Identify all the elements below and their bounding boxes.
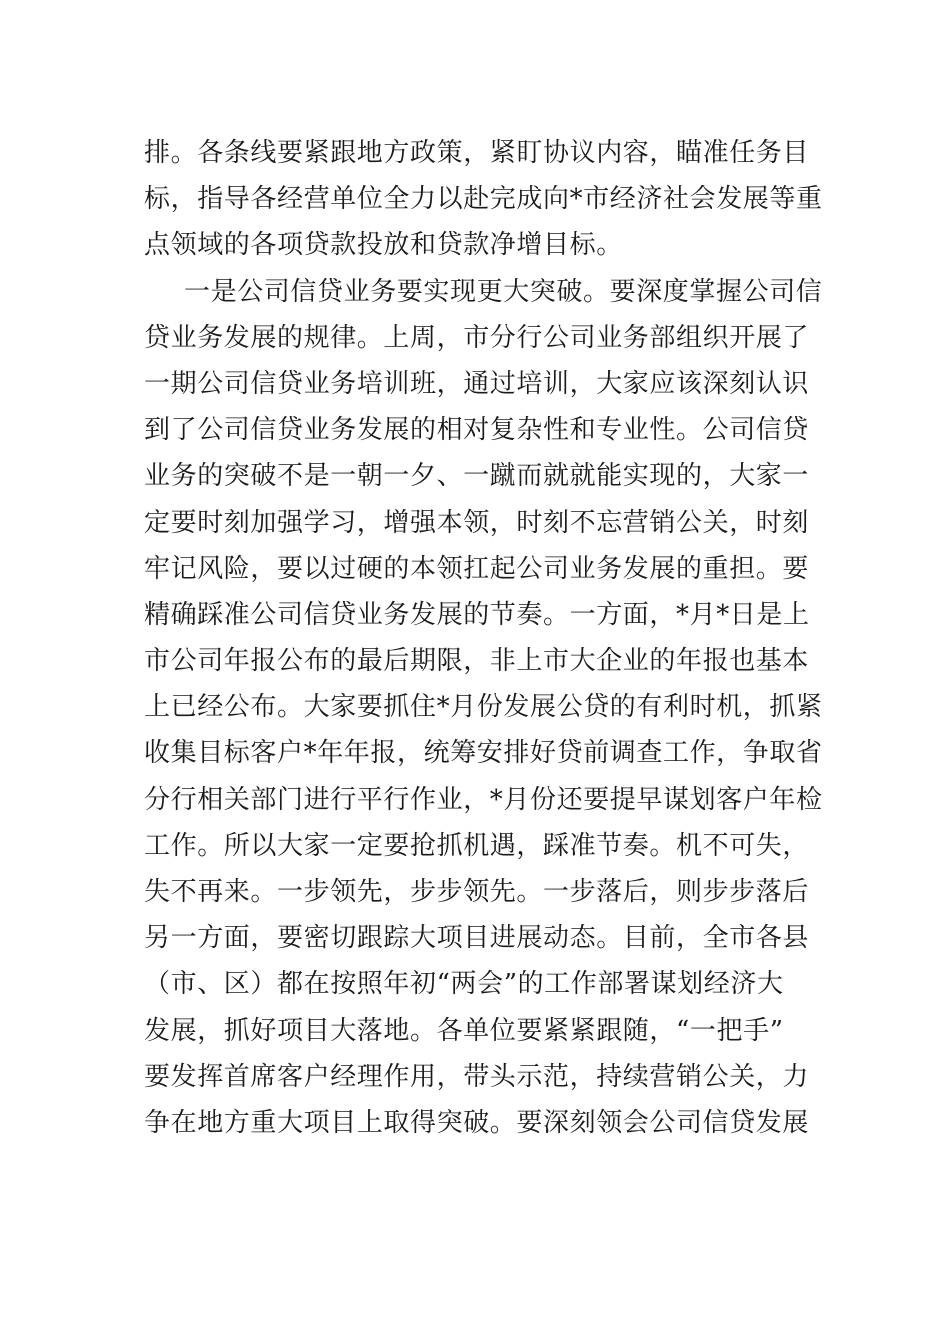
- text-line: 定要时刻加强学习，增强本领，时刻不忘营销公关，时刻: [144, 507, 810, 538]
- text-line: 争在地方重大项目上取得突破。要深刻领会公司信贷发展: [144, 1107, 810, 1138]
- text-line: 工作。所以大家一定要抢抓机遇，踩准节奏。机不可失，: [144, 830, 810, 861]
- text-line: 标，指导各经营单位全力以赴完成向*市经济社会发展等重: [144, 184, 823, 215]
- text-line: 上已经公布。大家要抓住*月份发展公贷的有利时机，抓紧: [144, 692, 823, 723]
- text-line: 另一方面，要密切跟踪大项目进展动态。目前，全市各县: [144, 923, 810, 954]
- text-line: （市、区）都在按照年初“两会”的工作部署谋划经济大: [144, 969, 784, 1000]
- text-line: 到了公司信贷业务发展的相对复杂性和专业性。公司信贷: [144, 415, 810, 446]
- text-line: 一期公司信贷业务培训班，通过培训，大家应该深刻认识: [144, 368, 810, 399]
- text-line: 收集目标客户*年年报，统筹安排好贷前调查工作，争取省: [144, 738, 823, 769]
- paragraph-first-line: 一是公司信贷业务要实现更大突破。要深度掌握公司信: [184, 276, 823, 307]
- text-line: 牢记风险，要以过硬的本领扛起公司业务发展的重担。要: [144, 553, 810, 584]
- text-line: 排。各条线要紧跟地方政策，紧盯协议内容，瞄准任务目: [144, 138, 810, 168]
- text-line: 市公司年报公布的最后期限，非上市大企业的年报也基本: [144, 646, 810, 677]
- text-line: 贷业务发展的规律。上周，市分行公司业务部组织开展了: [144, 322, 810, 353]
- body-text: [144, 130, 823, 1146]
- text-line: 精确踩准公司信贷业务发展的节奏。一方面，*月*日是上: [144, 599, 810, 630]
- text-line: 失不再来。一步领先，步步领先。一步落后，则步步落后: [144, 877, 810, 907]
- text-line: 发展，抓好项目大落地。各单位要紧紧跟随，“一把手”: [144, 1015, 784, 1046]
- text-line: 点领域的各项贷款投放和贷款净增目标。: [144, 230, 623, 261]
- text-line: 要发挥首席客户经理作用，带头示范，持续营销公关，力: [144, 1061, 810, 1092]
- text-line: 分行相关部门进行平行作业，*月份还要提早谋划客户年检: [144, 784, 823, 815]
- text-line: 业务的突破不是一朝一夕、一蹴而就就能实现的，大家一: [144, 461, 810, 492]
